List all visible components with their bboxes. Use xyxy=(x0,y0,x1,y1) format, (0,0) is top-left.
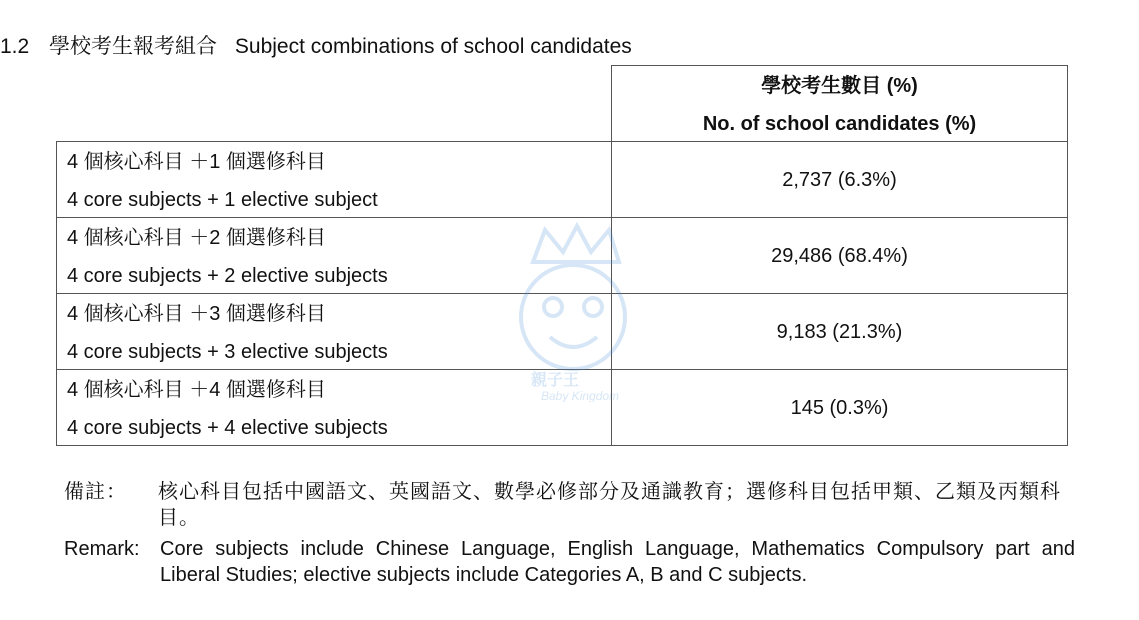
row-label-zh: 4 個核心科目 ＋1 個選修科目 xyxy=(67,151,326,173)
table-row-value xyxy=(611,141,1068,218)
row-value: 2,737 (6.3%) xyxy=(782,169,897,191)
row-label-en: 4 core subjects + 2 elective subjects xyxy=(67,265,388,287)
row-value: 145 (0.3%) xyxy=(790,397,889,419)
section-title-en: Subject combinations of school candidates xyxy=(234,35,632,58)
section-number: 1.2 xyxy=(0,35,30,58)
remark-label-zh: 備註： xyxy=(64,479,127,503)
header-zh: 學校考生數目 (%) xyxy=(761,75,918,97)
table-row-value xyxy=(611,369,1068,446)
row-label-zh: 4 個核心科目 ＋3 個選修科目 xyxy=(67,303,326,325)
row-label-zh: 4 個核心科目 ＋2 個選修科目 xyxy=(67,227,326,249)
watermark-brand-en: Baby Kingdom xyxy=(541,389,620,402)
remark-text-en: Core subjects include Chinese Language, English Language, Mathematics Compulsory part and Liberal Studies; elective subjects include Categories A, B and C subjects. xyxy=(160,538,1075,586)
table-header-cell xyxy=(611,65,1068,142)
row-label-zh: 4 個核心科目 ＋4 個選修科目 xyxy=(67,379,326,401)
header-en: No. of school candidates (%) xyxy=(702,113,977,135)
remark-text-zh: 核心科目包括中國語文、英國語文、數學必修部分及通識教育；選修科目包括甲類、乙類及丙類科目。 xyxy=(158,479,1061,529)
table-row-value xyxy=(611,293,1068,370)
watermark-brand-zh: 親子王 xyxy=(531,372,580,389)
watermark-mascot-icon xyxy=(521,226,625,369)
table-row-value xyxy=(611,217,1068,294)
section-heading xyxy=(0,33,632,60)
row-value: 29,486 (68.4%) xyxy=(771,245,908,267)
row-label-en: 4 core subjects + 4 elective subjects xyxy=(67,417,388,439)
table-row-label xyxy=(56,141,612,218)
remark-label-en: Remark: xyxy=(64,538,140,560)
row-label-en: 4 core subjects + 3 elective subjects xyxy=(67,341,388,363)
baby-kingdom-watermark xyxy=(505,222,640,402)
row-value: 9,183 (21.3%) xyxy=(776,321,903,343)
section-title-zh: 學校考生報考組合 xyxy=(49,34,218,58)
row-label-en: 4 core subjects + 1 elective subject xyxy=(67,189,378,211)
